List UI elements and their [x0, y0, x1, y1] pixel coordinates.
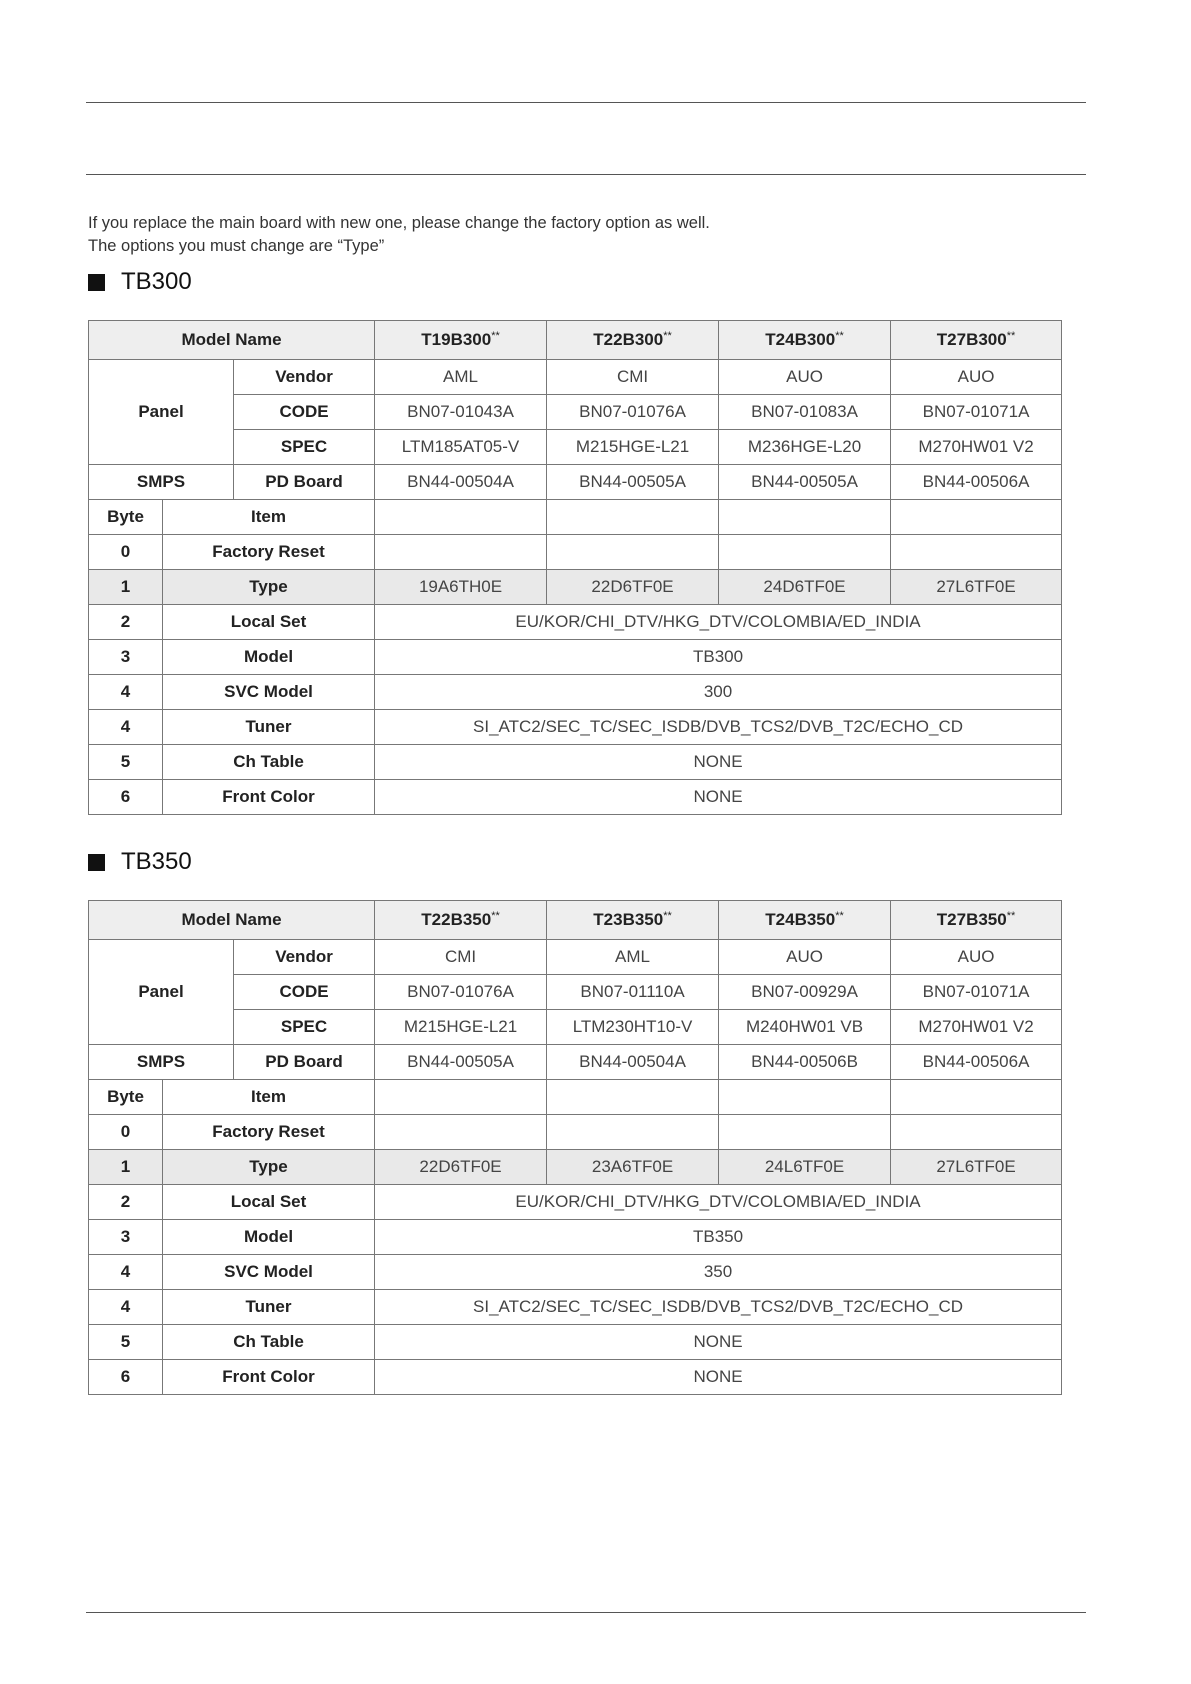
option-value: EU/KOR/CHI_DTV/HKG_DTV/COLOMBIA/ED_INDIA	[375, 1185, 1062, 1220]
model-suffix: **	[835, 910, 844, 922]
vendor-value: AUO	[719, 940, 891, 975]
model-name: T24B300	[765, 330, 836, 349]
type-row	[89, 1150, 1062, 1185]
item-cell: Tuner	[163, 1290, 375, 1325]
model-name: T27B300	[936, 330, 1007, 349]
vendor-value: CMI	[547, 360, 719, 395]
pd-board-value: BN44-00505A	[719, 465, 891, 500]
factory-option-table-tb300	[88, 320, 1062, 815]
option-row	[89, 605, 1062, 640]
model-name: T22B300	[593, 330, 664, 349]
section-heading-tb350	[88, 848, 192, 876]
panel-label: Panel	[89, 940, 234, 1045]
panel-vendor-row	[89, 360, 1062, 395]
byte-cell: 3	[89, 1220, 163, 1255]
model-name-cell	[719, 321, 891, 360]
panel-label: Panel	[89, 360, 234, 465]
option-row	[89, 710, 1062, 745]
vendor-value: AUO	[891, 940, 1062, 975]
type-value: 22D6TF0E	[547, 570, 719, 605]
empty-cell	[375, 1080, 547, 1115]
vendor-value: AML	[547, 940, 719, 975]
model-name-cell	[891, 901, 1062, 940]
item-cell: Factory Reset	[163, 535, 375, 570]
vendor-label: Vendor	[234, 360, 375, 395]
spec-value: M215HGE-L21	[375, 1010, 547, 1045]
option-value: NONE	[375, 1325, 1062, 1360]
type-value: 27L6TF0E	[891, 1150, 1062, 1185]
vendor-value: CMI	[375, 940, 547, 975]
item-cell: Front Color	[163, 1360, 375, 1395]
byte-cell: 4	[89, 1255, 163, 1290]
intro-line-2: The options you must change are “Type”	[88, 237, 385, 255]
factory-option-table-tb350	[88, 900, 1062, 1395]
smps-row	[89, 1045, 1062, 1080]
code-value: BN07-01076A	[375, 975, 547, 1010]
panel-code-row	[89, 395, 1062, 430]
item-cell: Type	[163, 570, 375, 605]
spec-value: LTM230HT10-V	[547, 1010, 719, 1045]
item-cell: Type	[163, 1150, 375, 1185]
empty-cell	[375, 535, 547, 570]
type-value: 24L6TF0E	[719, 1150, 891, 1185]
option-value: EU/KOR/CHI_DTV/HKG_DTV/COLOMBIA/ED_INDIA	[375, 605, 1062, 640]
factory-reset-row	[89, 535, 1062, 570]
pd-board-label: PD Board	[234, 1045, 375, 1080]
header-rule-bottom	[86, 174, 1086, 175]
model-suffix: **	[663, 330, 672, 342]
model-name: T23B350	[593, 910, 664, 929]
byte-item-header-row	[89, 500, 1062, 535]
option-row	[89, 1290, 1062, 1325]
empty-cell	[547, 1115, 719, 1150]
option-row	[89, 1220, 1062, 1255]
option-value: NONE	[375, 780, 1062, 815]
pd-board-value: BN44-00505A	[375, 1045, 547, 1080]
footer-rule	[86, 1612, 1086, 1613]
option-value: 350	[375, 1255, 1062, 1290]
option-row	[89, 745, 1062, 780]
model-name-cell	[719, 901, 891, 940]
vendor-value: AML	[375, 360, 547, 395]
header-row	[89, 321, 1062, 360]
option-row	[89, 1185, 1062, 1220]
option-value: TB300	[375, 640, 1062, 675]
byte-header: Byte	[89, 1080, 163, 1115]
code-label: CODE	[234, 975, 375, 1010]
pd-board-value: BN44-00506A	[891, 1045, 1062, 1080]
type-value: 22D6TF0E	[375, 1150, 547, 1185]
type-value: 27L6TF0E	[891, 570, 1062, 605]
empty-cell	[375, 500, 547, 535]
model-name-cell	[891, 321, 1062, 360]
empty-cell	[547, 500, 719, 535]
option-row	[89, 675, 1062, 710]
model-suffix: **	[491, 330, 500, 342]
smps-label: SMPS	[89, 1045, 234, 1080]
item-header: Item	[163, 1080, 375, 1115]
empty-cell	[719, 500, 891, 535]
panel-spec-row	[89, 1010, 1062, 1045]
empty-cell	[719, 1080, 891, 1115]
panel-spec-row	[89, 430, 1062, 465]
option-value: NONE	[375, 1360, 1062, 1395]
item-cell: SVC Model	[163, 1255, 375, 1290]
model-name-header: Model Name	[89, 321, 375, 360]
empty-cell	[375, 1115, 547, 1150]
item-cell: Ch Table	[163, 745, 375, 780]
model-suffix: **	[663, 910, 672, 922]
empty-cell	[719, 1115, 891, 1150]
model-name-cell	[547, 901, 719, 940]
byte-cell: 1	[89, 570, 163, 605]
code-value: BN07-01083A	[719, 395, 891, 430]
byte-cell: 1	[89, 1150, 163, 1185]
option-row	[89, 1325, 1062, 1360]
option-row	[89, 780, 1062, 815]
item-cell: Local Set	[163, 1185, 375, 1220]
code-value: BN07-00929A	[719, 975, 891, 1010]
code-value: BN07-01110A	[547, 975, 719, 1010]
code-value: BN07-01071A	[891, 975, 1062, 1010]
smps-label: SMPS	[89, 465, 234, 500]
pd-board-label: PD Board	[234, 465, 375, 500]
section-title: TB350	[121, 848, 192, 875]
item-cell: Model	[163, 640, 375, 675]
model-suffix: **	[1006, 330, 1016, 342]
byte-cell: 2	[89, 1185, 163, 1220]
panel-vendor-row	[89, 940, 1062, 975]
spec-value: M215HGE-L21	[547, 430, 719, 465]
item-cell: Front Color	[163, 780, 375, 815]
pd-board-value: BN44-00504A	[547, 1045, 719, 1080]
pd-board-value: BN44-00504A	[375, 465, 547, 500]
empty-cell	[719, 535, 891, 570]
byte-cell: 5	[89, 745, 163, 780]
vendor-label: Vendor	[234, 940, 375, 975]
empty-cell	[891, 500, 1062, 535]
header-rule-top	[86, 102, 1086, 103]
model-suffix: **	[1006, 910, 1016, 922]
byte-cell: 2	[89, 605, 163, 640]
empty-cell	[547, 1080, 719, 1115]
type-row	[89, 570, 1062, 605]
option-value: SI_ATC2/SEC_TC/SEC_ISDB/DVB_TCS2/DVB_T2C/ECHO_CD	[375, 710, 1062, 745]
byte-cell: 4	[89, 1290, 163, 1325]
section-heading-tb300	[88, 268, 192, 296]
item-cell: Tuner	[163, 710, 375, 745]
item-header: Item	[163, 500, 375, 535]
byte-cell: 6	[89, 1360, 163, 1395]
pd-board-value: BN44-00506A	[891, 465, 1062, 500]
code-value: BN07-01076A	[547, 395, 719, 430]
empty-cell	[891, 1080, 1062, 1115]
item-cell: Ch Table	[163, 1325, 375, 1360]
pd-board-value: BN44-00506B	[719, 1045, 891, 1080]
model-name: T19B300	[421, 330, 492, 349]
byte-cell: 0	[89, 535, 163, 570]
square-bullet-icon	[88, 854, 105, 871]
header-row	[89, 901, 1062, 940]
spec-value: M240HW01 VB	[719, 1010, 891, 1045]
pd-board-value: BN44-00505A	[547, 465, 719, 500]
vendor-value: AUO	[719, 360, 891, 395]
option-value: 300	[375, 675, 1062, 710]
code-value: BN07-01071A	[891, 395, 1062, 430]
type-value: 23A6TF0E	[547, 1150, 719, 1185]
spec-label: SPEC	[234, 1010, 375, 1045]
spec-label: SPEC	[234, 430, 375, 465]
code-value: BN07-01043A	[375, 395, 547, 430]
item-cell: SVC Model	[163, 675, 375, 710]
model-name-cell	[547, 321, 719, 360]
empty-cell	[891, 535, 1062, 570]
model-name-cell	[375, 901, 547, 940]
item-cell: Model	[163, 1220, 375, 1255]
type-value: 19A6TH0E	[375, 570, 547, 605]
model-name: T24B350	[765, 910, 836, 929]
spec-value: M270HW01 V2	[891, 430, 1062, 465]
model-suffix: **	[835, 330, 844, 342]
byte-cell: 6	[89, 780, 163, 815]
spec-value: M236HGE-L20	[719, 430, 891, 465]
square-bullet-icon	[88, 274, 105, 291]
byte-cell: 4	[89, 710, 163, 745]
intro-text	[88, 212, 710, 258]
type-value: 24D6TF0E	[719, 570, 891, 605]
code-label: CODE	[234, 395, 375, 430]
model-name-header: Model Name	[89, 901, 375, 940]
model-name: T27B350	[936, 910, 1007, 929]
byte-cell: 5	[89, 1325, 163, 1360]
item-cell: Local Set	[163, 605, 375, 640]
option-value: TB350	[375, 1220, 1062, 1255]
model-suffix: **	[491, 910, 500, 922]
item-cell: Factory Reset	[163, 1115, 375, 1150]
intro-line-1: If you replace the main board with new one, please change the factory option as well.	[88, 214, 710, 232]
option-row	[89, 1360, 1062, 1395]
section-title: TB300	[121, 268, 192, 295]
byte-header: Byte	[89, 500, 163, 535]
empty-cell	[891, 1115, 1062, 1150]
option-value: SI_ATC2/SEC_TC/SEC_ISDB/DVB_TCS2/DVB_T2C/ECHO_CD	[375, 1290, 1062, 1325]
option-value: NONE	[375, 745, 1062, 780]
factory-reset-row	[89, 1115, 1062, 1150]
vendor-value: AUO	[891, 360, 1062, 395]
option-row	[89, 640, 1062, 675]
spec-value: LTM185AT05-V	[375, 430, 547, 465]
byte-item-header-row	[89, 1080, 1062, 1115]
smps-row	[89, 465, 1062, 500]
model-name: T22B350	[421, 910, 492, 929]
byte-cell: 4	[89, 675, 163, 710]
byte-cell: 0	[89, 1115, 163, 1150]
byte-cell: 3	[89, 640, 163, 675]
empty-cell	[547, 535, 719, 570]
spec-value: M270HW01 V2	[891, 1010, 1062, 1045]
panel-code-row	[89, 975, 1062, 1010]
option-row	[89, 1255, 1062, 1290]
model-name-cell	[375, 321, 547, 360]
